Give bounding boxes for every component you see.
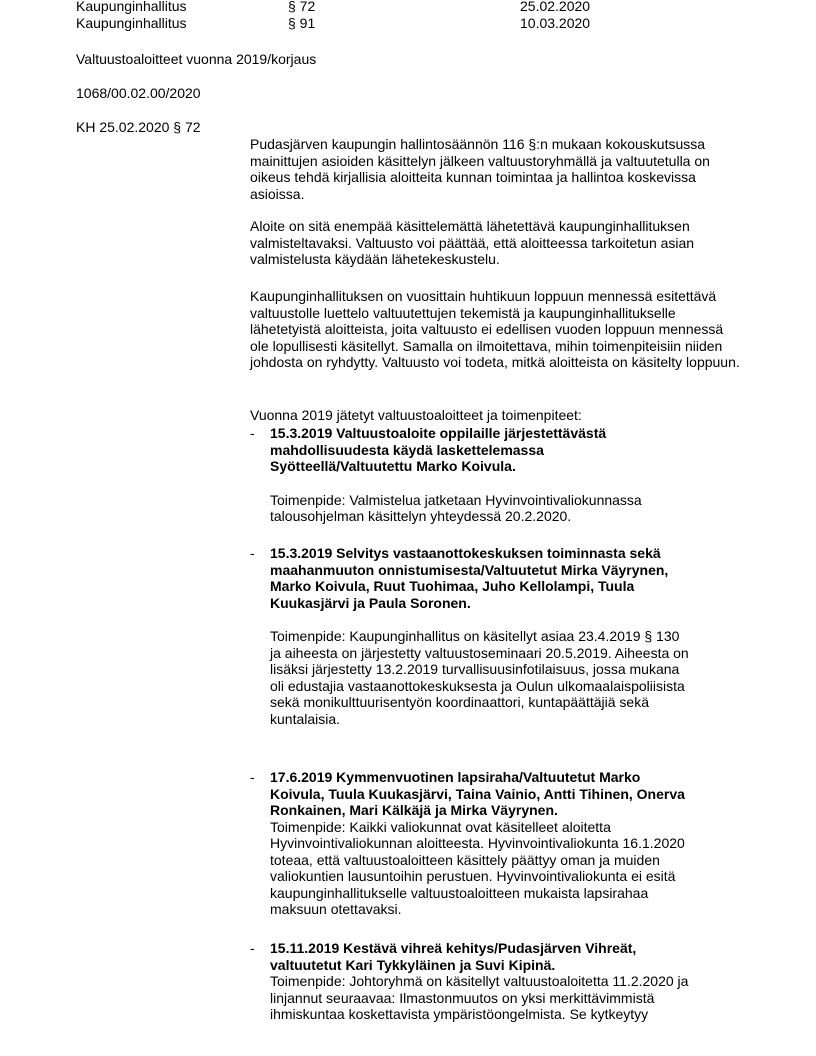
item-title: 15.3.2019 Valtuustoaloite oppilaille järjestettävästä mahdollisuudesta käydä laskettelemassa Syötteellä/Valtuutettu Marko Koivula. [270, 425, 607, 474]
bullet-dash: - [250, 545, 255, 561]
paragraph-3: Kaupunginhallituksen on vuosittain huhtikuun loppuun mennessä esitettävä valtuustolle luettelo valtuutettujen tekemistä ja kaupunginhallitukselle lähetetyistä aloitteista, joita valtuusto ei edellisen vuoden loppuun mennessä ole lopullisesti käsitellyt. Samalla on ilmoitettava, mihin toimenpiteisiin niiden johdosta on ryhdytty. Valtuusto voi todeta, mitkä aloitteista on käsitelty loppuun. [250, 288, 740, 370]
item-title: 15.3.2019 Selvitys vastaanottokeskuksen toiminnasta sekä maahanmuuton onnistumisesta/Valtuutetut Mirka Väyrynen, Marko Koivula, Ruut Tuohimaa, Juho Kellolampi, Tuula Kuukasjärvi ja Paula Soronen. [270, 545, 669, 611]
list-item [250, 545, 690, 727]
item-action: Toimenpide: Johtoryhmä on käsitellyt valtuustoaloitetta 11.2.2020 ja linjannut seuraavaa: Ilmastonmuutos on yksi merkittävimmistä ihmiskuntaa koskettavista ympäristöongelmista. Se kytkeytyy [270, 973, 689, 1022]
list-item [250, 425, 690, 525]
header-date-2: 10.03.2020 [520, 15, 591, 31]
header-date-1: 25.02.2020 [520, 0, 591, 14]
meeting-reference: KH 25.02.2020 § 72 [76, 119, 201, 135]
item-action: Toimenpide: Kaupunginhallitus on käsitellyt asiaa 23.4.2019 § 130 ja aiheesta on järjestetty valtuustoseminaari 20.5.2019. Aiheesta on lisäksi järjestetty 13.2.2019 turvallisuusinfotilaisuus, jossa mukana oli edustajia vastaanottokeskuksesta ja Oulun ulkomaalaispoliisista sekä monikulttuurisentyön koordinaattori, kuntapäättäjiä sekä kuntalaisia. [270, 628, 689, 727]
header-body-2: Kaupunginhallitus [76, 15, 187, 31]
header-section-2: § 91 [288, 15, 316, 31]
header-section-1: § 72 [288, 0, 316, 14]
list-intro: Vuonna 2019 jätetyt valtuustoaloitteet ja toimenpiteet: [250, 407, 582, 423]
item-title: 17.6.2019 Kymmenvuotinen lapsiraha/Valtuutetut Marko Koivula, Tuula Kuukasjärvi, Taina Vainio, Antti Tihinen, Onerva Ronkainen, Mari Kälkäjä ja Mirka Väyrynen. [270, 769, 685, 818]
paragraph-2: Aloite on sitä enempää käsittelemättä lähetettävä kaupunginhallituksen valmisteltavaksi. Valtuusto voi päättää, että aloitteessa tarkoitetun asian valmistelusta käydään lähetekeskustelu. [250, 218, 695, 267]
item-title: 15.11.2019 Kestävä vihreä kehitys/Pudasjärven Vihreät, valtuutetut Kari Tykkyläinen ja Suvi Kipinä. [270, 940, 637, 973]
bullet-dash: - [250, 769, 255, 785]
diary-number: 1068/00.02.00/2020 [76, 85, 201, 101]
item-action: Toimenpide: Valmistelua jatketaan Hyvinvointivaliokunnassa talousohjelman käsittelyn yhteydessä 20.2.2020. [270, 491, 642, 524]
list-item [250, 940, 690, 1023]
item-action: Toimenpide: Kaikki valiokunnat ovat käsitelleet aloitetta Hyvinvointivaliokunnan aloitteesta. Hyvinvointivaliokunta 16.1.2020 toteaa, että valtuustoaloitteen käsittely päättyy oman ja muiden valiokuntien lausuntoihin perustuen. Hyvinvointivaliokunta ei esitä kaupunginhallitukselle valtuustoaloitteen mukaista lapsirahaa maksuun otettavaksi. [270, 818, 685, 917]
bullet-dash: - [250, 425, 255, 441]
list-item [250, 769, 690, 918]
header-body-1: Kaupunginhallitus [76, 0, 187, 14]
bullet-dash: - [250, 940, 255, 956]
document-title: Valtuustoaloitteet vuonna 2019/korjaus [76, 51, 317, 67]
paragraph-1: Pudasjärven kaupungin hallintosäännön 116 §:n mukaan kokouskutsussa mainittujen asioiden käsittelyn jälkeen valtuustoryhmällä ja valtuutetulla on oikeus tehdä kirjallisia aloitteita kunnan toimintaa ja hallintoa koskevissa asioissa. [250, 136, 710, 202]
